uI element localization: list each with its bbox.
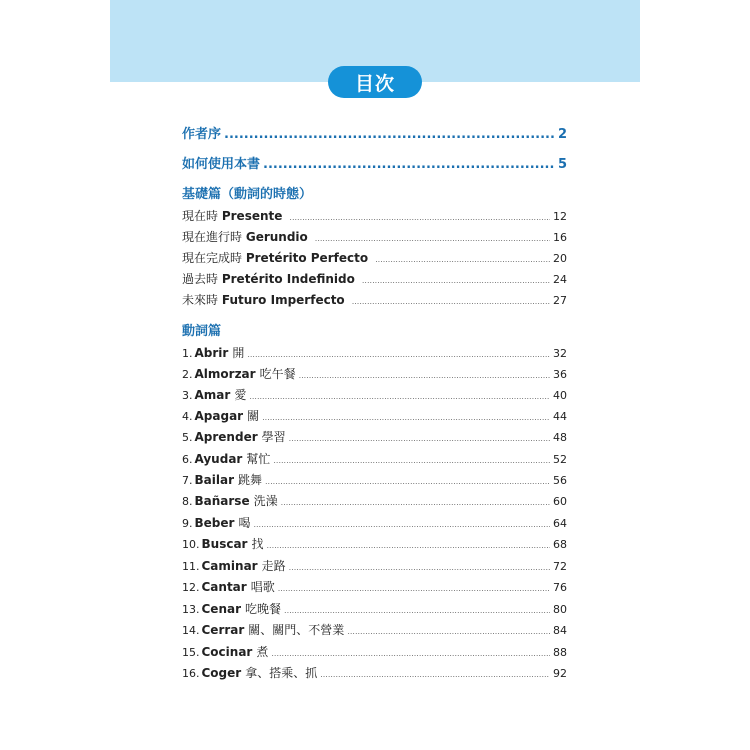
entry-number: 5.: [182, 431, 193, 444]
entry-chinese: 開: [232, 346, 245, 360]
entry-spanish: Bailar: [194, 473, 234, 487]
entry-spanish: Cocinar: [201, 645, 253, 659]
entry-number: 6.: [182, 453, 193, 466]
leader-dots: [262, 413, 550, 422]
entry-page: 68: [553, 538, 567, 551]
page-title: 目次: [328, 66, 422, 98]
leader-dots: [224, 127, 555, 142]
entry-page: 60: [553, 495, 567, 508]
entry-page: 5: [557, 157, 567, 172]
entry-page: 44: [553, 410, 567, 423]
entry-page: 48: [553, 431, 567, 444]
list-item[interactable]: [182, 228, 567, 246]
entry-number: 14.: [182, 624, 200, 637]
entry-page: 56: [553, 474, 567, 487]
leader-dots: [347, 627, 550, 636]
leader-dots: [281, 498, 550, 507]
entry-page: 12: [553, 210, 567, 223]
entry-number: 16.: [182, 667, 200, 680]
entry-page: 88: [553, 646, 567, 659]
entry-page: 27: [553, 294, 567, 307]
entry-label: 作者序: [182, 127, 222, 142]
entry-page: 2: [557, 127, 567, 142]
entry-chinese: 喝: [238, 516, 251, 530]
entry-number: 15.: [182, 646, 200, 659]
leader-dots: [266, 541, 550, 550]
leader-dots: [265, 477, 550, 486]
entry-spanish: Bañarse: [194, 494, 250, 508]
entry-zh-prefix: 現在時: [182, 209, 219, 223]
entry-number: 1.: [182, 347, 193, 360]
leader-dots: [362, 276, 550, 285]
entry-number: 13.: [182, 603, 200, 616]
entry-chinese: 吃午餐: [259, 367, 296, 381]
toc-main-entry[interactable]: [182, 153, 567, 172]
entry-number: 8.: [182, 495, 193, 508]
entry-number: 9.: [182, 517, 193, 530]
entry-page: 76: [553, 581, 567, 594]
list-item[interactable]: [182, 578, 567, 596]
entry-spanish: Cenar: [201, 602, 242, 616]
entry-chinese: 幫忙: [246, 452, 271, 466]
leader-dots: [289, 434, 550, 443]
list-item[interactable]: [182, 600, 567, 618]
entry-page: 52: [553, 453, 567, 466]
leader-dots: [247, 350, 550, 359]
list-item[interactable]: [182, 428, 567, 446]
list-item[interactable]: [182, 270, 567, 288]
leader-dots: [273, 456, 550, 465]
entry-spanish: Caminar: [201, 559, 258, 573]
entry-page: 16: [553, 231, 567, 244]
entry-spanish: Almorzar: [194, 367, 256, 381]
list-item[interactable]: [182, 291, 567, 309]
entry-chinese: 學習: [261, 430, 286, 444]
entry-label: 如何使用本書: [182, 157, 261, 172]
entry-chinese: 愛: [234, 388, 247, 402]
entry-zh-prefix: 未來時: [182, 293, 219, 307]
entry-spanish: Coger: [201, 666, 242, 680]
entry-spanish: Apagar: [194, 409, 244, 423]
entry-chinese: 找: [251, 537, 264, 551]
entry-page: 20: [553, 252, 567, 265]
entry-page: 64: [553, 517, 567, 530]
list-item[interactable]: [182, 643, 567, 661]
entry-spanish: Cerrar: [201, 623, 245, 637]
entry-spanish: Ayudar: [194, 452, 243, 466]
entry-chinese: 拿、搭乘、抓: [245, 666, 318, 680]
entry-page: 24: [553, 273, 567, 286]
leader-dots: [249, 392, 550, 401]
entry-number: 7.: [182, 474, 193, 487]
leader-dots: [253, 520, 550, 529]
entry-chinese: 唱歌: [250, 580, 275, 594]
list-item[interactable]: [182, 621, 567, 639]
entry-page: 80: [553, 603, 567, 616]
leader-dots: [320, 670, 550, 679]
entry-page: 36: [553, 368, 567, 381]
entry-spanish: Pretérito Perfecto: [245, 251, 369, 265]
entry-zh-prefix: 過去時: [182, 272, 219, 286]
entry-chinese: 洗澡: [253, 494, 278, 508]
leader-dots: [299, 371, 550, 380]
list-item[interactable]: [182, 557, 567, 575]
list-item[interactable]: [182, 535, 567, 553]
section-heading: 動詞篇: [182, 324, 222, 339]
entry-page: 40: [553, 389, 567, 402]
entry-chinese: 跳舞: [238, 473, 263, 487]
list-item[interactable]: [182, 207, 567, 225]
entry-number: 2.: [182, 368, 193, 381]
leader-dots: [315, 234, 550, 243]
document-page: [110, 0, 640, 750]
entry-chinese: 走路: [261, 559, 286, 573]
entry-page: 72: [553, 560, 567, 573]
leader-dots: [289, 563, 550, 572]
entry-spanish: Gerundio: [245, 230, 308, 244]
list-item[interactable]: [182, 365, 567, 383]
entry-spanish: Buscar: [201, 537, 248, 551]
list-item[interactable]: [182, 386, 567, 404]
leader-dots: [289, 213, 550, 222]
list-item[interactable]: [182, 664, 567, 682]
list-item[interactable]: [182, 344, 567, 362]
entry-number: 11.: [182, 560, 200, 573]
entry-number: 10.: [182, 538, 200, 551]
toc-main-entry[interactable]: [182, 123, 567, 142]
entry-page: 84: [553, 624, 567, 637]
entry-spanish: Beber: [194, 516, 235, 530]
entry-chinese: 煮: [256, 645, 269, 659]
entry-spanish: Pretérito Indefinido: [221, 272, 355, 286]
entry-spanish: Aprender: [194, 430, 258, 444]
list-item[interactable]: [182, 514, 567, 532]
leader-dots: [278, 584, 550, 593]
list-item[interactable]: [182, 407, 567, 425]
section-heading: 基礎篇（動詞的時態）: [182, 187, 313, 202]
entry-number: 4.: [182, 410, 193, 423]
entry-spanish: Presente: [221, 209, 283, 223]
entry-chinese: 關、關門、不營業: [248, 623, 345, 637]
entry-zh-prefix: 現在完成時: [182, 251, 243, 265]
entry-chinese: 吃晚餐: [245, 602, 282, 616]
list-item[interactable]: [182, 249, 567, 267]
entry-zh-prefix: 現在進行時: [182, 230, 243, 244]
list-item[interactable]: [182, 492, 567, 510]
entry-spanish: Cantar: [201, 580, 247, 594]
entry-number: 3.: [182, 389, 193, 402]
entry-spanish: Futuro Imperfecto: [221, 293, 345, 307]
leader-dots: [352, 297, 550, 306]
leader-dots: [263, 157, 555, 172]
entry-number: 12.: [182, 581, 200, 594]
entry-spanish: Abrir: [194, 346, 229, 360]
entry-chinese: 關: [247, 409, 260, 423]
leader-dots: [284, 606, 550, 615]
entry-spanish: Amar: [194, 388, 231, 402]
leader-dots: [271, 649, 550, 658]
entry-page: 92: [553, 667, 567, 680]
list-item[interactable]: [182, 450, 567, 468]
list-item[interactable]: [182, 471, 567, 489]
leader-dots: [375, 255, 550, 264]
entry-page: 32: [553, 347, 567, 360]
